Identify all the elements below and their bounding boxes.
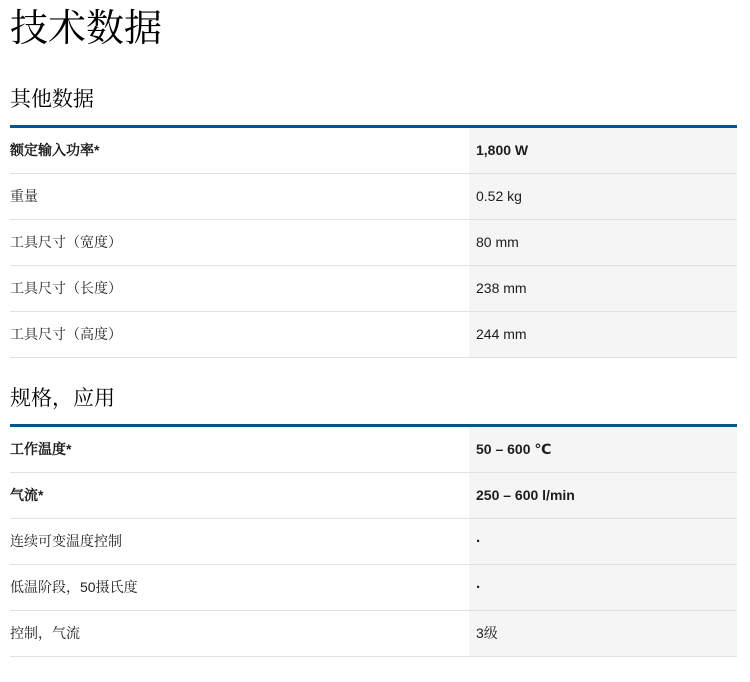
section-specs-application xyxy=(10,387,737,657)
spec-row xyxy=(10,128,737,174)
spec-value: 3级 xyxy=(469,611,737,656)
spec-value: 50 – 600 ℃ xyxy=(469,427,737,472)
spec-row xyxy=(10,565,737,611)
spec-row xyxy=(10,220,737,266)
spec-value-dot: · xyxy=(469,519,737,564)
spec-value-dot: · xyxy=(469,565,737,610)
spec-row xyxy=(10,519,737,565)
spec-label: 控制，气流 xyxy=(10,625,80,642)
spec-label: 工具尺寸（高度） xyxy=(10,326,122,343)
spec-value: 1,800 W xyxy=(469,128,737,173)
spec-value: 80 mm xyxy=(469,220,737,265)
spec-table-other-data xyxy=(10,125,737,358)
spec-row xyxy=(10,427,737,473)
spec-row xyxy=(10,266,737,312)
spec-table-specs-application xyxy=(10,424,737,657)
spec-label: 气流* xyxy=(10,487,44,504)
spec-label: 低温阶段，50摄氏度 xyxy=(10,579,138,596)
spec-label: 连续可变温度控制 xyxy=(10,533,122,550)
spec-row xyxy=(10,312,737,358)
spec-value: 0.52 kg xyxy=(469,174,737,219)
spec-label: 额定输入功率* xyxy=(10,142,100,159)
spec-label: 重量 xyxy=(10,188,38,205)
page-title: 技术数据 xyxy=(10,8,163,50)
spec-value: 244 mm xyxy=(469,312,737,357)
spec-row xyxy=(10,473,737,519)
section-heading-other-data: 其他数据 xyxy=(10,87,94,111)
spec-value: 238 mm xyxy=(469,266,737,311)
spec-label: 工作温度* xyxy=(10,441,72,458)
section-heading-specs-application: 规格，应用 xyxy=(10,386,115,410)
spec-row xyxy=(10,611,737,657)
section-other-data xyxy=(10,88,737,358)
spec-value: 250 – 600 l/min xyxy=(469,473,737,518)
spec-label: 工具尺寸（长度） xyxy=(10,280,122,297)
spec-row xyxy=(10,174,737,220)
spec-label: 工具尺寸（宽度） xyxy=(10,234,122,251)
